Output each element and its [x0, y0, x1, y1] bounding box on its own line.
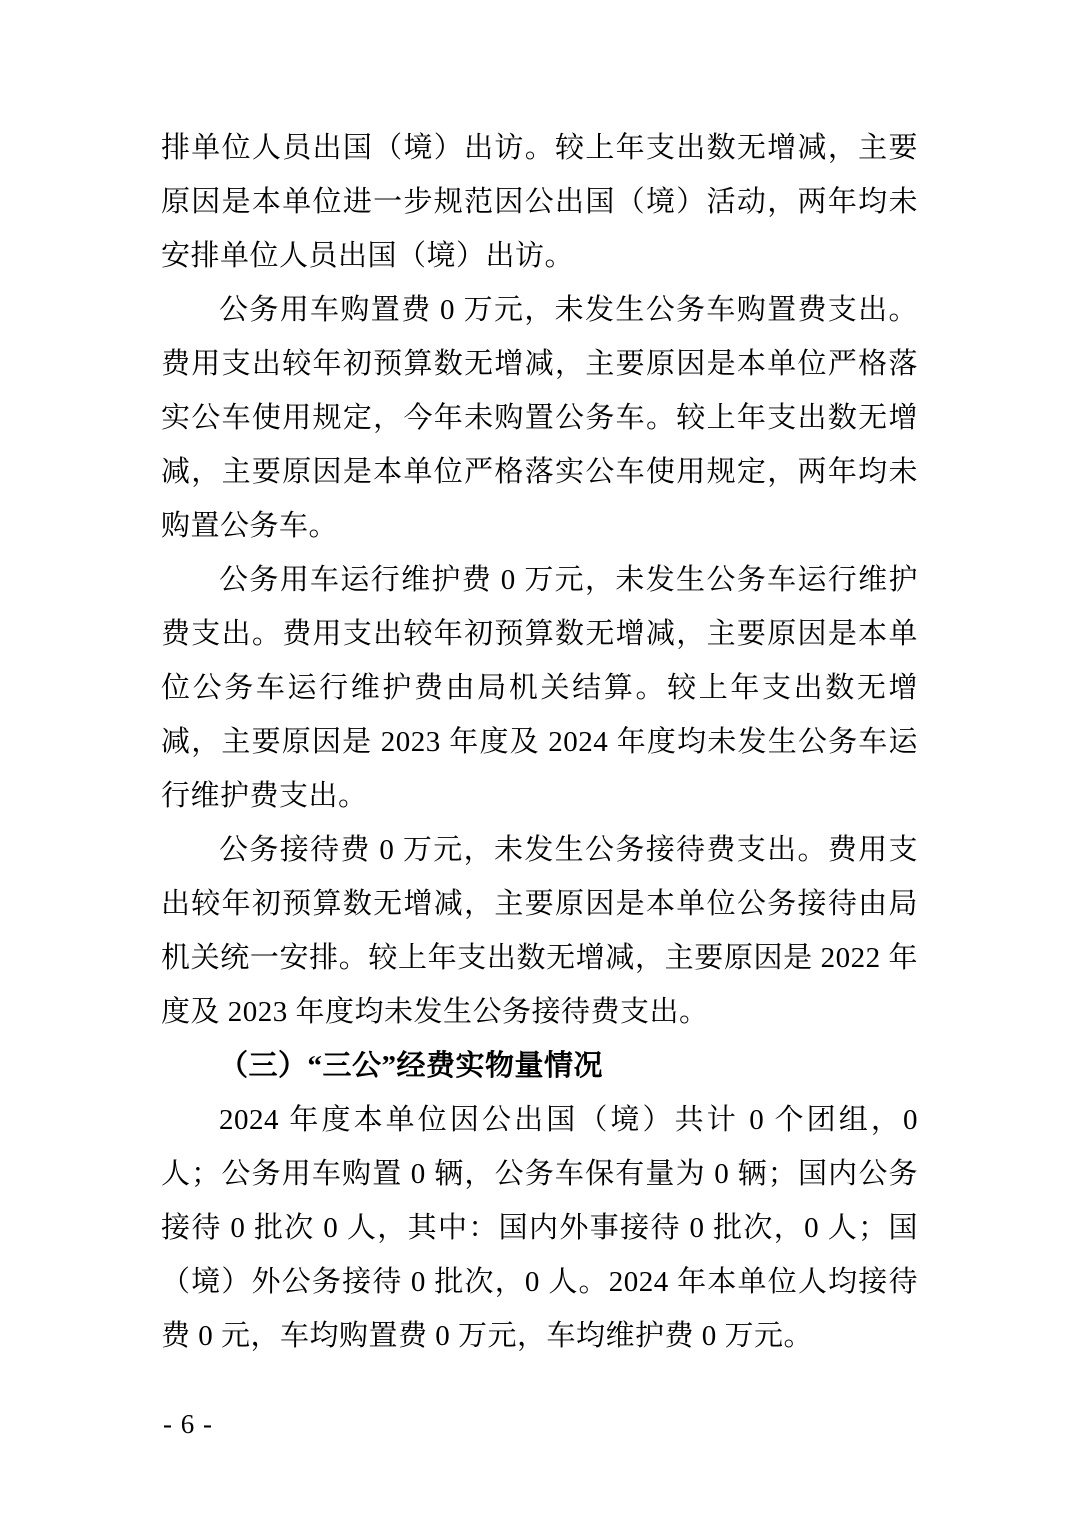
page-number: - 6 -: [163, 1409, 213, 1439]
paragraph-overseas-travel-continued: 排单位人员出国（境）出访。较上年支出数无增减，主要原因是本单位进一步规范因公出国（境）活动，两年均未安排单位人员出国（境）出访。: [161, 132, 918, 272]
section-heading-three-public-expenses-quantity: （三）“三公”经费实物量情况: [219, 1050, 604, 1082]
paragraph-vehicle-purchase-fee: 公务用车购置费 0 万元，未发生公务车购置费支出。费用支出较年初预算数无增减，主要原因是本单位严格落实公车使用规定，今年未购置公务车。较上年支出数无增减，主要原因是本单位严格落实公车使用规定，两年均未购置公务车。: [161, 294, 918, 542]
paragraph-physical-quantity-summary: 2024 年度本单位因公出国（境）共计 0 个团组，0 人；公务用车购置 0 辆，公务车保有量为 0 辆；国内公务接待 0 批次 0 人，其中：国内外事接待 0 批次，0 人；国（境）外公务接待 0 批次，0 人。2024 年本单位人均接待费 0 元，车均购置费 0 万元，车均维护费 0 万元。: [161, 1104, 918, 1352]
document-body: [161, 121, 918, 1363]
paragraph-official-reception-fee: 公务接待费 0 万元，未发生公务接待费支出。费用支出较年初预算数无增减，主要原因是本单位公务接待由局机关统一安排。较上年支出数无增减，主要原因是 2022 年度及 2023 年度均未发生公务接待费支出。: [161, 834, 918, 1028]
paragraph-vehicle-maintenance-fee: 公务用车运行维护费 0 万元，未发生公务车运行维护费支出。费用支出较年初预算数无增减，主要原因是本单位公务车运行维护费由局机关结算。较上年支出数无增减，主要原因是 2023 年度及 2024 年度均未发生公务车运行维护费支出。: [161, 564, 918, 812]
